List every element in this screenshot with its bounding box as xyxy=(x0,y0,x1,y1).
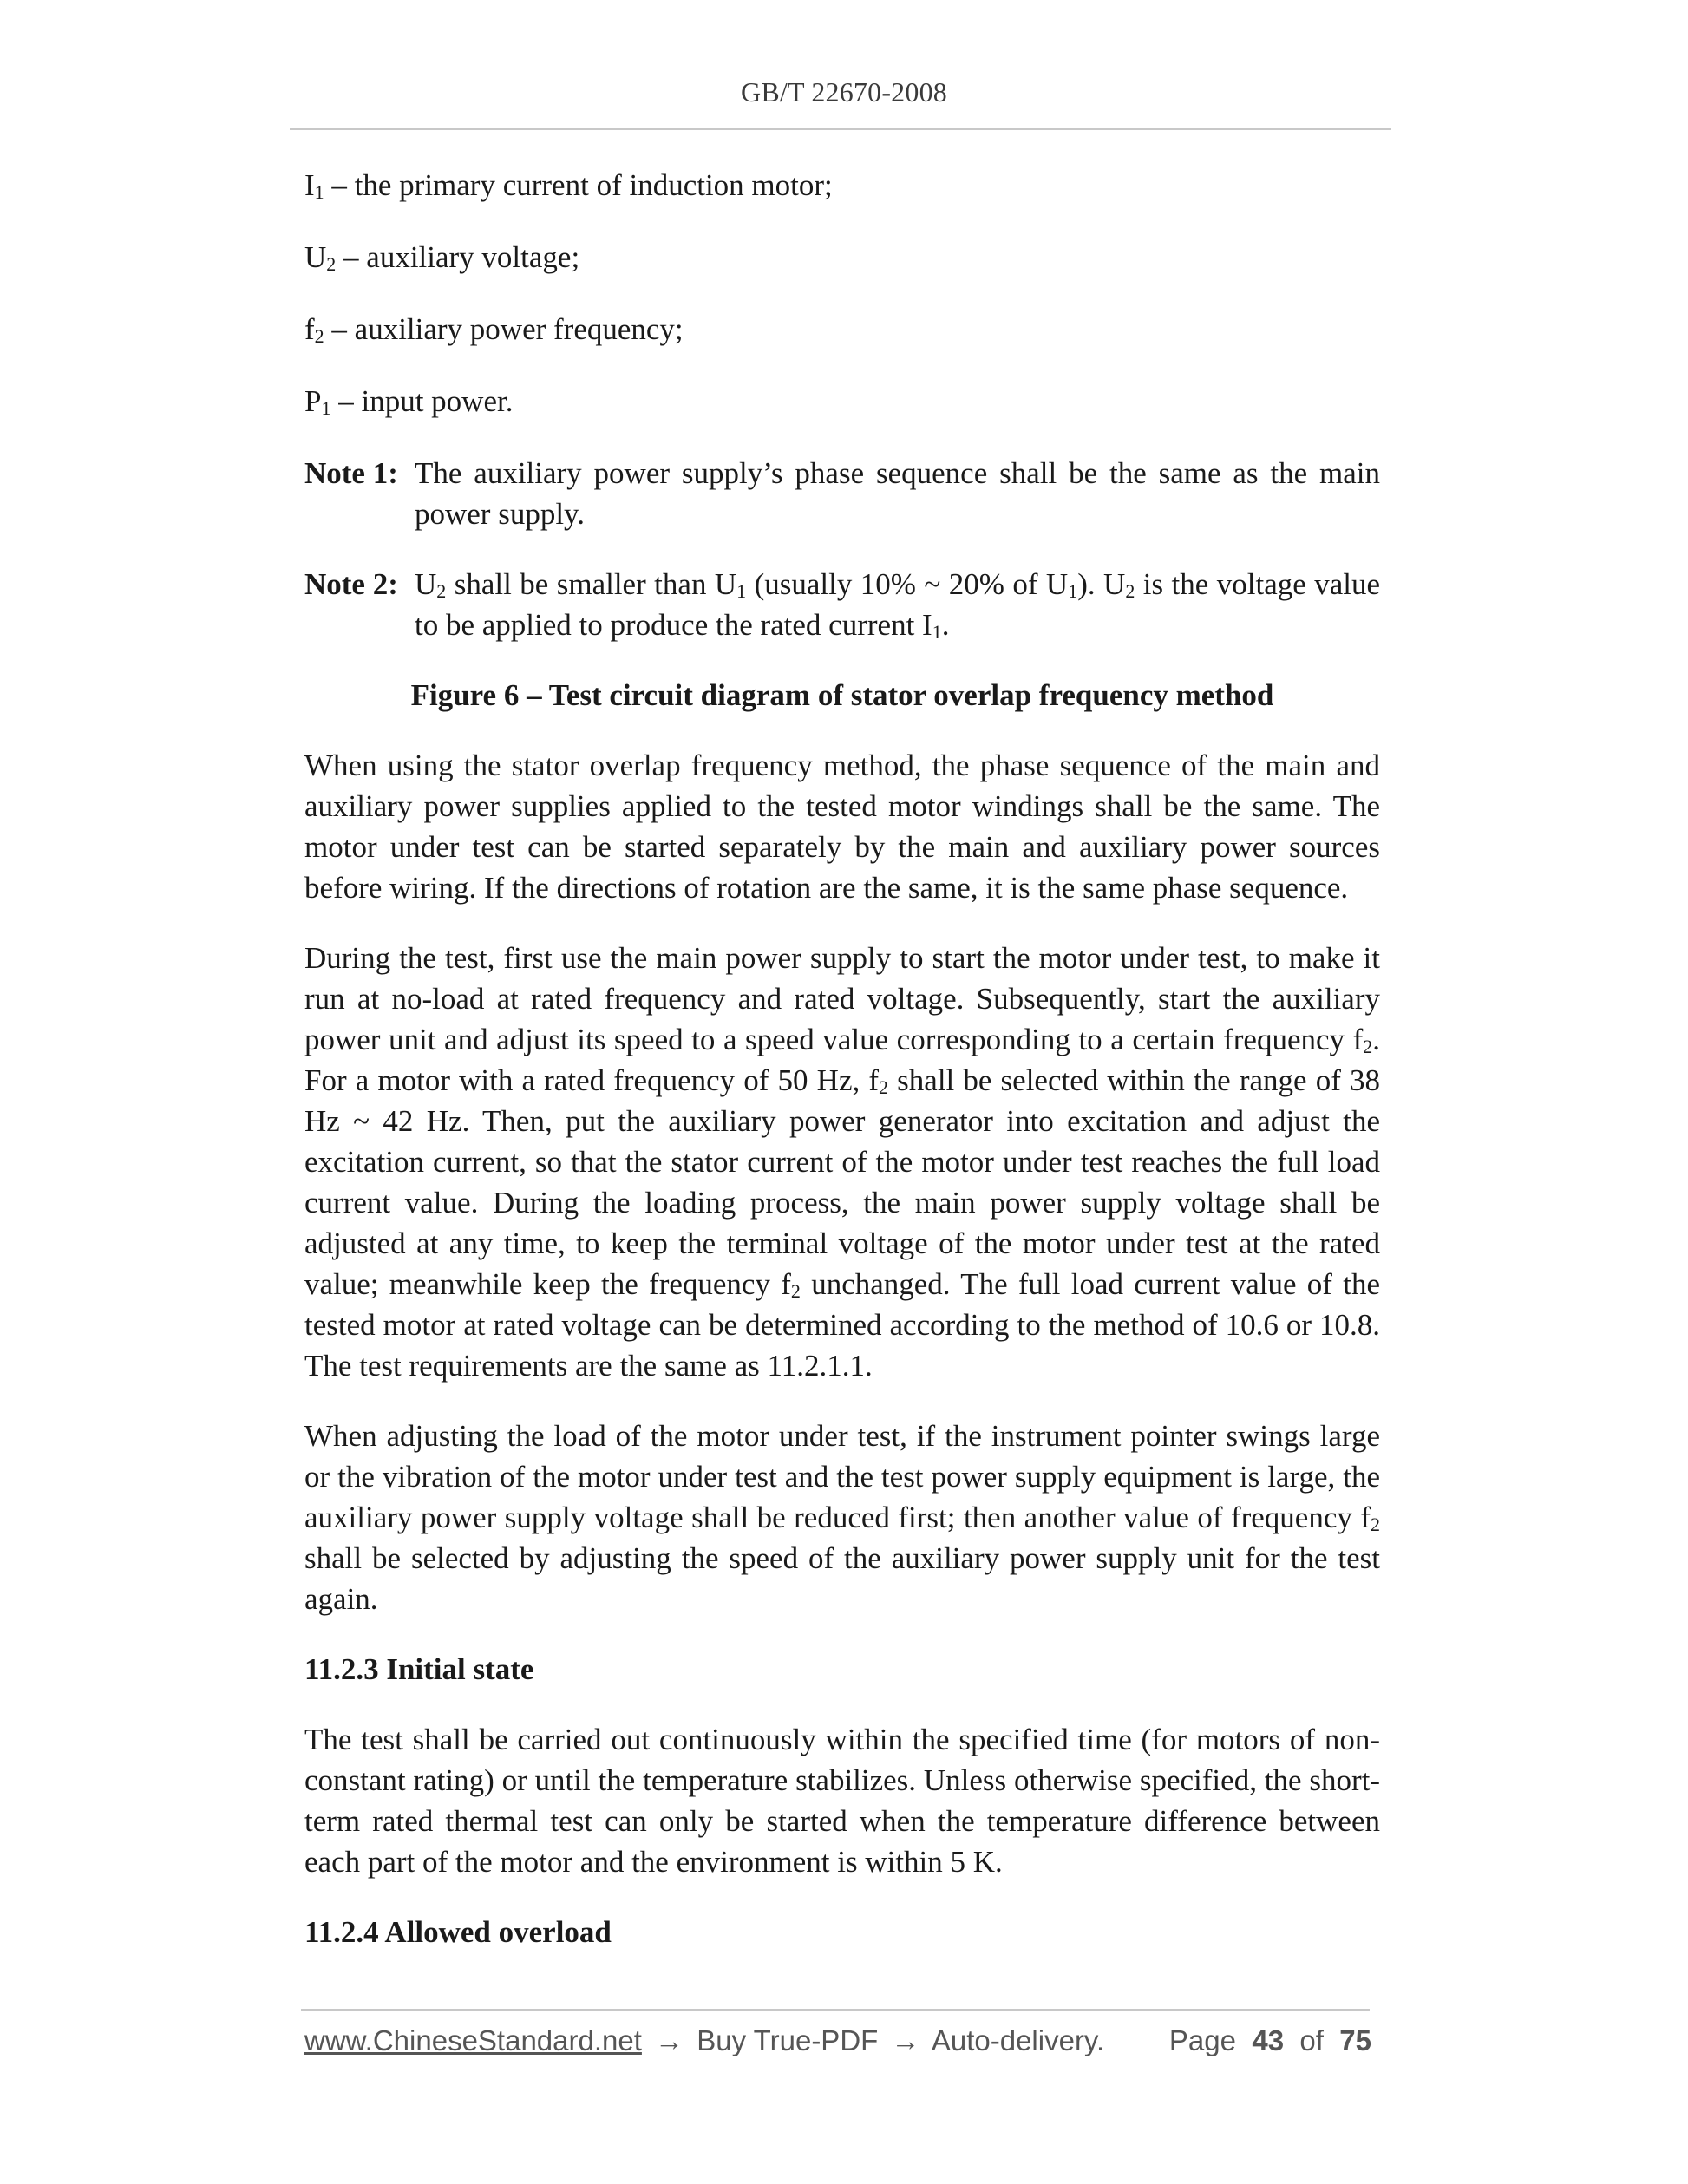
paragraph-load-adjustment: When adjusting the load of the motor under test, if the instrument pointer swings large or the vibration of the motor under test and the test power supply equipment is large, the auxiliary power supply voltage shall be reduced first; then another value of frequency $f_2$ shall be selected by adjusting the speed of the auxiliary power supply unit for the test again. xyxy=(304,1419,1380,1616)
definition-u2: $U_2$ – auxiliary voltage; xyxy=(304,240,580,275)
figure-caption: Figure 6 – Test circuit diagram of stator overlap frequency method xyxy=(410,678,1274,712)
paragraph-phase-sequence: When using the stator overlap frequency method, the phase sequence of the main and auxiliary power supplies applied to the tested motor windings shall be the same. The motor under test can be started separately by the main and auxiliary power sources before wiring. If the directions of rotation are the same, it is the same phase sequence. xyxy=(304,749,1380,905)
page-label: Page xyxy=(1168,2024,1236,2056)
paragraph-test-procedure: During the test, first use the main power supply to start the motor under test, to make it run at no-load at rated frequency and rated voltage. Subsequently, start the auxiliary power unit and adjust its speed to a speed value corresponding to a certain frequency $f_2$. For a motor with a rated frequency of 50 Hz, $f_2$ shall be selected within the range of 38 Hz ~ 42 Hz. Then, put the auxiliary power generator into excitation and adjust the excitation current, so that the stator current of the motor under test reaches the full load current value. During the loading process, the main power supply voltage shall be adjusted at any time, to keep the terminal voltage of the motor under test at the rated value; meanwhile keep the frequency $f_2$ unchanged. The full load current value of the tested motor at rated voltage can be determined according to the method of 10.6 or 10.8. The test requirements are the same as 11.2.1.1. xyxy=(304,941,1381,1383)
page-number xyxy=(1169,2024,1371,2057)
section-heading-allowed-overload: 11.2.4 Allowed overload xyxy=(304,1915,612,1949)
definition-p1: $P_1$ – input power. xyxy=(304,384,514,419)
definition-f2: $f_2$ – auxiliary power frequency; xyxy=(304,312,684,347)
section-heading-initial-state: 11.2.3 Initial state xyxy=(304,1652,534,1686)
page-footer xyxy=(304,2024,1371,2068)
note-1-text: The auxiliary power supply’s phase sequence shall be the same as the main power supply. xyxy=(415,456,1380,531)
definition-i1: $I_1$ – the primary current of induction motor; xyxy=(304,168,833,203)
note-1-label: Note 1: xyxy=(304,456,398,490)
note-2 xyxy=(304,564,1380,645)
of-label: of xyxy=(1299,2024,1324,2056)
note-1 xyxy=(304,453,1380,534)
page-total: 75 xyxy=(1339,2024,1371,2056)
paragraph-initial-state: The test shall be carried out continuously within the specified time (for motors of non-constant rating) or until the temperature stabilizes. Unless otherwise specified, the short-term rated thermal test can only be started when the temperature difference between each part of the motor and the environment is within 5 K. xyxy=(304,1723,1380,1879)
footer-divider xyxy=(301,2009,1370,2011)
page-current: 43 xyxy=(1252,2024,1285,2056)
note-2-label: Note 2: xyxy=(304,567,398,601)
footer-promo xyxy=(304,2024,1104,2057)
auto-delivery-text: Auto-delivery. xyxy=(931,2024,1105,2056)
note-2-text: $U_2$ shall be smaller than $U_1$ (usually 10% ~ 20% of $U_1$). $U_2$ is the voltage value to be applied to produce the rated current $I_1$. xyxy=(415,567,1381,643)
document-body xyxy=(304,165,1380,1982)
chinesestandard-link[interactable]: www.ChineseStandard.net xyxy=(304,2024,642,2056)
buy-true-pdf-text: Buy True-PDF xyxy=(697,2024,879,2056)
arrow-right-icon: → xyxy=(655,2024,684,2056)
arrow-right-icon: → xyxy=(891,2024,920,2056)
document-header: GB/T 22670-2008 xyxy=(741,76,947,108)
header-divider xyxy=(290,128,1391,130)
